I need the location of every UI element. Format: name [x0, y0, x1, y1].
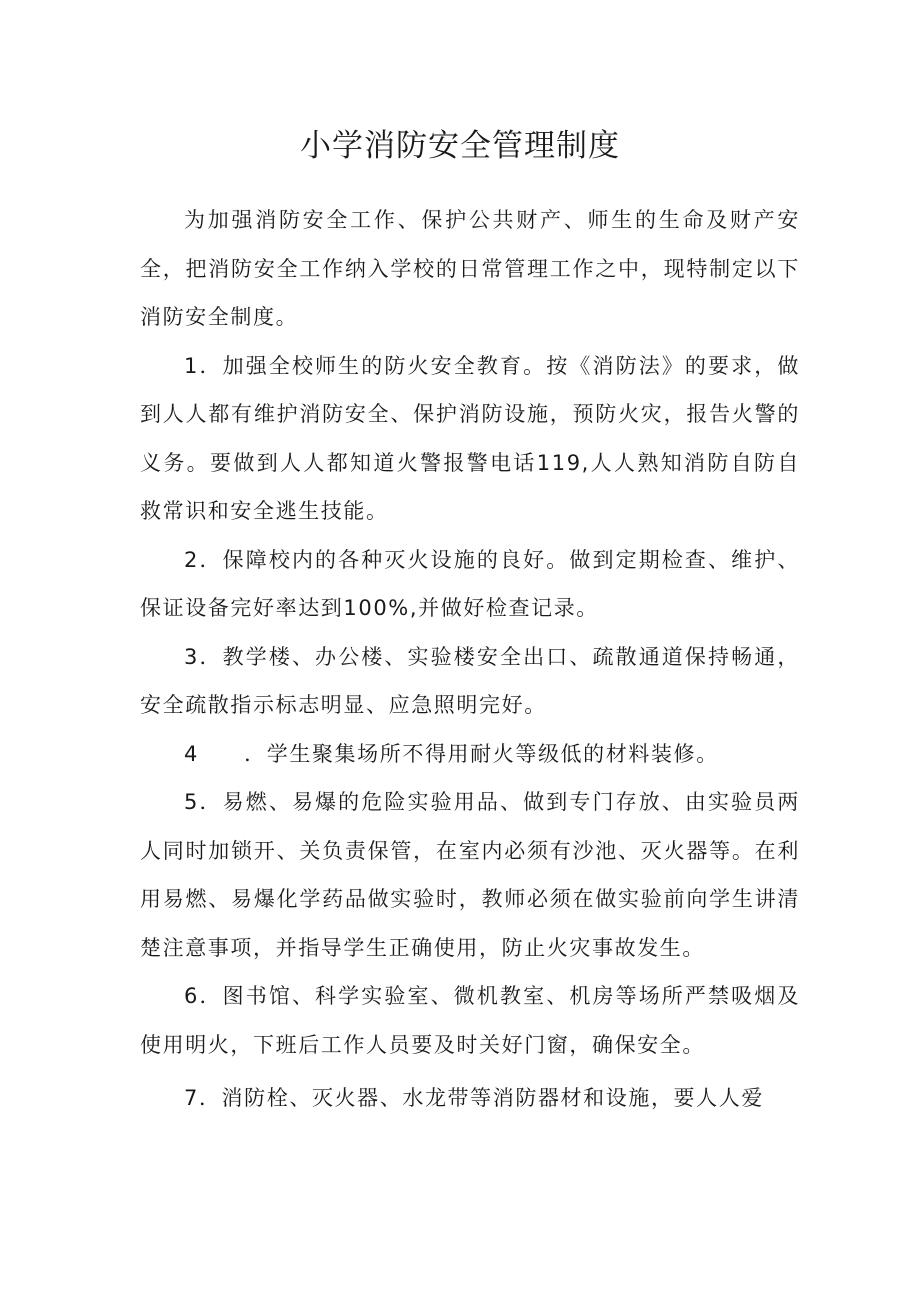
rule-2-paragraph: 2．保障校内的各种灭火设施的良好。做到定期检查、维护、保证设备完好率达到100%,并做好检查记录。: [140, 547, 800, 620]
rule-4-paragraph: 4 ．学生聚集场所不得用耐火等级低的材料装修。: [184, 741, 719, 766]
rule-6-paragraph: 6．图书馆、科学实验室、微机教室、机房等场所严禁吸烟及使用明火，下班后工作人员要及时关好门窗，确保安全。: [140, 984, 800, 1057]
rule-1-paragraph: 1．加强全校师生的防火安全教育。按《消防法》的要求，做到人人都有维护消防安全、保护消防设施，预防火灾，报告火警的义务。要做到人人都知道火警报警电话119,人人熟知消防自防自救常识和安全逃生技能。: [140, 353, 800, 523]
document-body: [140, 196, 800, 1123]
rule-5-paragraph: 5．易燃、易爆的危险实验用品、做到专门存放、由实验员两人同时加锁开、关负责保管，在室内必须有沙池、灭火器等。在利用易燃、易爆化学药品做实验时，教师必须在做实验前向学生讲清楚注意事项，并指导学生正确使用，防止火灾事故发生。: [140, 790, 800, 960]
intro-paragraph: 为加强消防安全工作、保护公共财产、师生的生命及财产安全，把消防安全工作纳入学校的日常管理工作之中，现特制定以下消防安全制度。: [140, 208, 800, 329]
document-title: 小学消防安全管理制度: [300, 128, 620, 164]
rule-7-paragraph: 7．消防栓、灭火器、水龙带等消防器材和设施，要人人爱: [184, 1086, 764, 1110]
rule-3-paragraph: 3．教学楼、办公楼、实验楼安全出口、疏散通道保持畅通，安全疏散指示标志明显、应急照明完好。: [140, 644, 800, 717]
